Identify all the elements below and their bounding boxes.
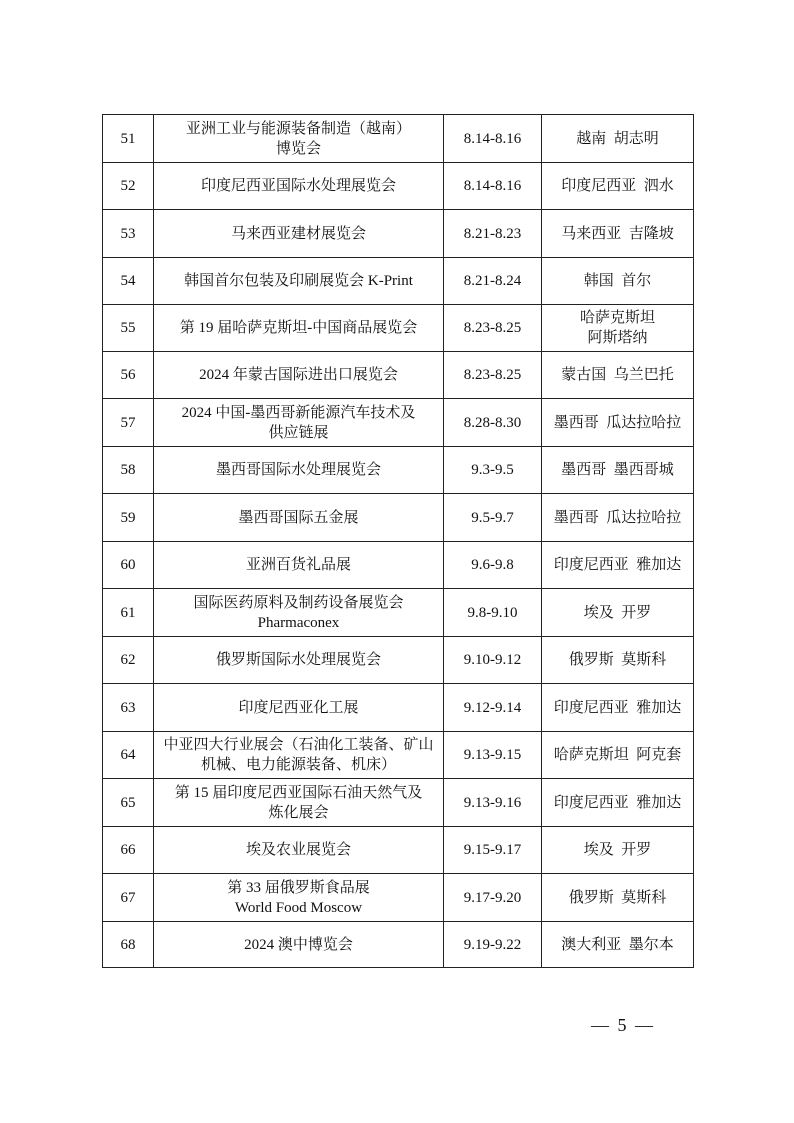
exhibition-name-line: Pharmaconex <box>257 614 340 631</box>
location-cell <box>542 874 694 922</box>
date-cell <box>444 305 542 352</box>
table-row <box>103 115 694 163</box>
exhibition-name-cell <box>154 494 444 542</box>
exhibition-location-line: 马来西亚 吉隆坡 <box>561 225 674 242</box>
page-number: — 5 — <box>591 1015 655 1035</box>
exhibition-name-line: 第 19 届哈萨克斯坦-中国商品展览会 <box>179 320 418 336</box>
table-row <box>103 352 694 399</box>
row-number-cell <box>103 589 154 637</box>
row-number-cell <box>103 732 154 779</box>
exhibition-name-cell <box>154 352 444 399</box>
exhibition-name-line: 中亚四大行业展会（石油化工装备、矿山 <box>163 737 434 753</box>
exhibition-location-line: 澳大利亚 墨尔本 <box>561 936 674 953</box>
exhibition-name-line: 2024 中国-墨西哥新能源汽车技术及 <box>181 404 416 421</box>
exhibition-name-line: 炼化展会 <box>268 804 329 821</box>
exhibition-name-cell <box>154 399 444 447</box>
exhibition-location-line: 俄罗斯 莫斯科 <box>568 652 667 668</box>
row-number-cell <box>103 542 154 589</box>
row-number: 61 <box>120 604 136 621</box>
table-row <box>103 732 694 779</box>
exhibition-table-container <box>102 114 694 968</box>
exhibition-name-cell <box>154 827 444 874</box>
row-number-cell <box>103 684 154 732</box>
exhibition-date: 9.10-9.12 <box>463 652 522 668</box>
exhibition-name-line: 第 15 届印度尼西亚国际石油天然气及 <box>174 784 423 801</box>
row-number: 64 <box>120 747 136 763</box>
exhibition-name-cell <box>154 779 444 827</box>
date-cell <box>444 399 542 447</box>
exhibition-date: 8.14-8.16 <box>463 130 522 147</box>
exhibition-name-line: 墨西哥国际五金展 <box>238 509 359 526</box>
exhibition-location-line: 哈萨克斯坦 阿克套 <box>553 747 682 763</box>
exhibition-date: 9.8-9.10 <box>467 604 518 621</box>
exhibition-date: 9.12-9.14 <box>463 699 522 716</box>
location-cell <box>542 684 694 732</box>
exhibition-name-cell <box>154 163 444 210</box>
row-number: 63 <box>120 699 136 716</box>
table-row <box>103 447 694 494</box>
row-number: 52 <box>120 178 136 194</box>
exhibition-name-line: 亚洲百货礼品展 <box>245 557 351 573</box>
exhibition-name-line: 第 33 届俄罗斯食品展 <box>227 879 370 896</box>
location-cell <box>542 210 694 258</box>
exhibition-name-line: 博览会 <box>275 140 321 157</box>
exhibition-name-cell <box>154 589 444 637</box>
row-number: 59 <box>120 509 136 526</box>
row-number: 66 <box>120 842 136 858</box>
table-row <box>103 258 694 305</box>
row-number-cell <box>103 399 154 447</box>
exhibition-name-cell <box>154 258 444 305</box>
row-number-cell <box>103 827 154 874</box>
row-number: 51 <box>120 130 136 147</box>
exhibition-name-line: 印度尼西亚化工展 <box>238 699 359 716</box>
row-number: 68 <box>120 936 136 953</box>
row-number: 53 <box>120 225 136 242</box>
exhibition-name-line: 国际医药原料及制药设备展览会 <box>193 594 404 611</box>
exhibition-location-line: 印度尼西亚 雅加达 <box>553 699 682 716</box>
table-row <box>103 399 694 447</box>
exhibition-name-line: 韩国首尔包装及印刷展览会 K-Print <box>184 273 413 289</box>
exhibition-date: 8.23-8.25 <box>463 367 522 383</box>
exhibition-date: 9.19-9.22 <box>463 936 522 953</box>
exhibition-location-line: 哈萨克斯坦 <box>579 310 655 326</box>
row-number: 62 <box>120 652 136 668</box>
table-row <box>103 684 694 732</box>
date-cell <box>444 115 542 163</box>
date-cell <box>444 779 542 827</box>
exhibition-name-cell <box>154 447 444 494</box>
exhibition-date: 8.23-8.25 <box>463 320 522 336</box>
location-cell <box>542 163 694 210</box>
exhibition-location-line: 墨西哥 瓜达拉哈拉 <box>553 509 682 526</box>
exhibition-location-line: 印度尼西亚 雅加达 <box>553 794 682 811</box>
date-cell <box>444 494 542 542</box>
row-number-cell <box>103 210 154 258</box>
exhibition-name-cell <box>154 637 444 684</box>
date-cell <box>444 922 542 968</box>
row-number-cell <box>103 258 154 305</box>
exhibition-location-line: 越南 胡志明 <box>576 130 659 147</box>
table-row <box>103 542 694 589</box>
row-number: 55 <box>120 320 136 336</box>
row-number-cell <box>103 115 154 163</box>
location-cell <box>542 779 694 827</box>
exhibition-date: 9.13-9.15 <box>463 747 522 763</box>
exhibition-name-cell <box>154 115 444 163</box>
row-number-cell <box>103 874 154 922</box>
exhibition-location-line: 阿斯塔纳 <box>587 330 648 346</box>
exhibition-name-line: 印度尼西亚国际水处理展览会 <box>200 178 396 194</box>
exhibition-name-line: 马来西亚建材展览会 <box>230 225 366 242</box>
location-cell <box>542 115 694 163</box>
exhibition-name-line: 2024 澳中博览会 <box>244 936 353 953</box>
row-number: 54 <box>120 273 136 289</box>
exhibition-name-cell <box>154 732 444 779</box>
location-cell <box>542 732 694 779</box>
exhibition-location-line: 印度尼西亚 雅加达 <box>553 557 682 573</box>
exhibition-name-line: 供应链展 <box>268 424 329 441</box>
exhibition-name-line: 埃及农业展览会 <box>245 842 351 858</box>
exhibition-table <box>102 114 694 968</box>
location-cell <box>542 542 694 589</box>
date-cell <box>444 874 542 922</box>
table-row <box>103 589 694 637</box>
exhibition-name-cell <box>154 922 444 968</box>
exhibition-name-cell <box>154 210 444 258</box>
row-number: 65 <box>120 794 136 811</box>
exhibition-location-line: 韩国 首尔 <box>583 273 652 289</box>
location-cell <box>542 258 694 305</box>
row-number-cell <box>103 447 154 494</box>
location-cell <box>542 447 694 494</box>
exhibition-date: 8.28-8.30 <box>463 414 522 431</box>
date-cell <box>444 258 542 305</box>
row-number-cell <box>103 922 154 968</box>
exhibition-name-line: 亚洲工业与能源装备制造（越南） <box>185 120 411 137</box>
date-cell <box>444 542 542 589</box>
exhibition-date: 8.21-8.23 <box>463 225 522 242</box>
exhibition-date: 9.5-9.7 <box>471 509 514 526</box>
date-cell <box>444 684 542 732</box>
row-number: 58 <box>120 462 136 478</box>
exhibition-location-line: 蒙古国 乌兰巴托 <box>561 367 674 383</box>
date-cell <box>444 732 542 779</box>
table-row <box>103 637 694 684</box>
date-cell <box>444 447 542 494</box>
date-cell <box>444 637 542 684</box>
row-number-cell <box>103 163 154 210</box>
exhibition-date: 9.6-9.8 <box>471 557 514 573</box>
table-row <box>103 210 694 258</box>
date-cell <box>444 163 542 210</box>
table-row <box>103 779 694 827</box>
table-row <box>103 874 694 922</box>
table-row <box>103 163 694 210</box>
exhibition-date: 8.21-8.24 <box>463 273 522 289</box>
row-number-cell <box>103 352 154 399</box>
table-row <box>103 827 694 874</box>
row-number: 60 <box>120 557 136 573</box>
exhibition-name-line: 机械、电力能源装备、机床） <box>200 757 396 773</box>
date-cell <box>444 210 542 258</box>
exhibition-name-cell <box>154 684 444 732</box>
row-number: 56 <box>120 367 136 383</box>
row-number-cell <box>103 637 154 684</box>
date-cell <box>444 589 542 637</box>
exhibition-location-line: 印度尼西亚 泗水 <box>561 178 674 194</box>
exhibition-date: 9.15-9.17 <box>463 842 522 858</box>
exhibition-name-line: 俄罗斯国际水处理展览会 <box>215 652 381 668</box>
exhibition-location-line: 埃及 开罗 <box>583 604 652 621</box>
row-number: 57 <box>120 414 136 431</box>
exhibition-name-line: 墨西哥国际水处理展览会 <box>215 462 381 478</box>
exhibition-location-line: 墨西哥 瓜达拉哈拉 <box>553 414 682 431</box>
location-cell <box>542 352 694 399</box>
exhibition-name-line: World Food Moscow <box>234 899 363 916</box>
location-cell <box>542 637 694 684</box>
location-cell <box>542 827 694 874</box>
exhibition-location-line: 墨西哥 墨西哥城 <box>561 462 674 478</box>
location-cell <box>542 589 694 637</box>
location-cell <box>542 399 694 447</box>
row-number: 67 <box>120 889 136 906</box>
exhibition-name-line: 2024 年蒙古国际进出口展览会 <box>199 367 398 383</box>
table-row <box>103 922 694 968</box>
row-number-cell <box>103 779 154 827</box>
exhibition-location-line: 埃及 开罗 <box>583 842 652 858</box>
exhibition-date: 9.17-9.20 <box>463 889 522 906</box>
exhibition-table-body <box>103 115 694 968</box>
location-cell <box>542 922 694 968</box>
row-number-cell <box>103 494 154 542</box>
row-number-cell <box>103 305 154 352</box>
exhibition-date: 9.13-9.16 <box>463 794 522 811</box>
exhibition-date: 8.14-8.16 <box>463 178 522 194</box>
exhibition-name-cell <box>154 542 444 589</box>
date-cell <box>444 827 542 874</box>
exhibition-name-cell <box>154 874 444 922</box>
date-cell <box>444 352 542 399</box>
location-cell <box>542 305 694 352</box>
exhibition-name-cell <box>154 305 444 352</box>
exhibition-date: 9.3-9.5 <box>471 462 514 478</box>
table-row <box>103 494 694 542</box>
table-row <box>103 305 694 352</box>
exhibition-location-line: 俄罗斯 莫斯科 <box>568 889 667 906</box>
location-cell <box>542 494 694 542</box>
